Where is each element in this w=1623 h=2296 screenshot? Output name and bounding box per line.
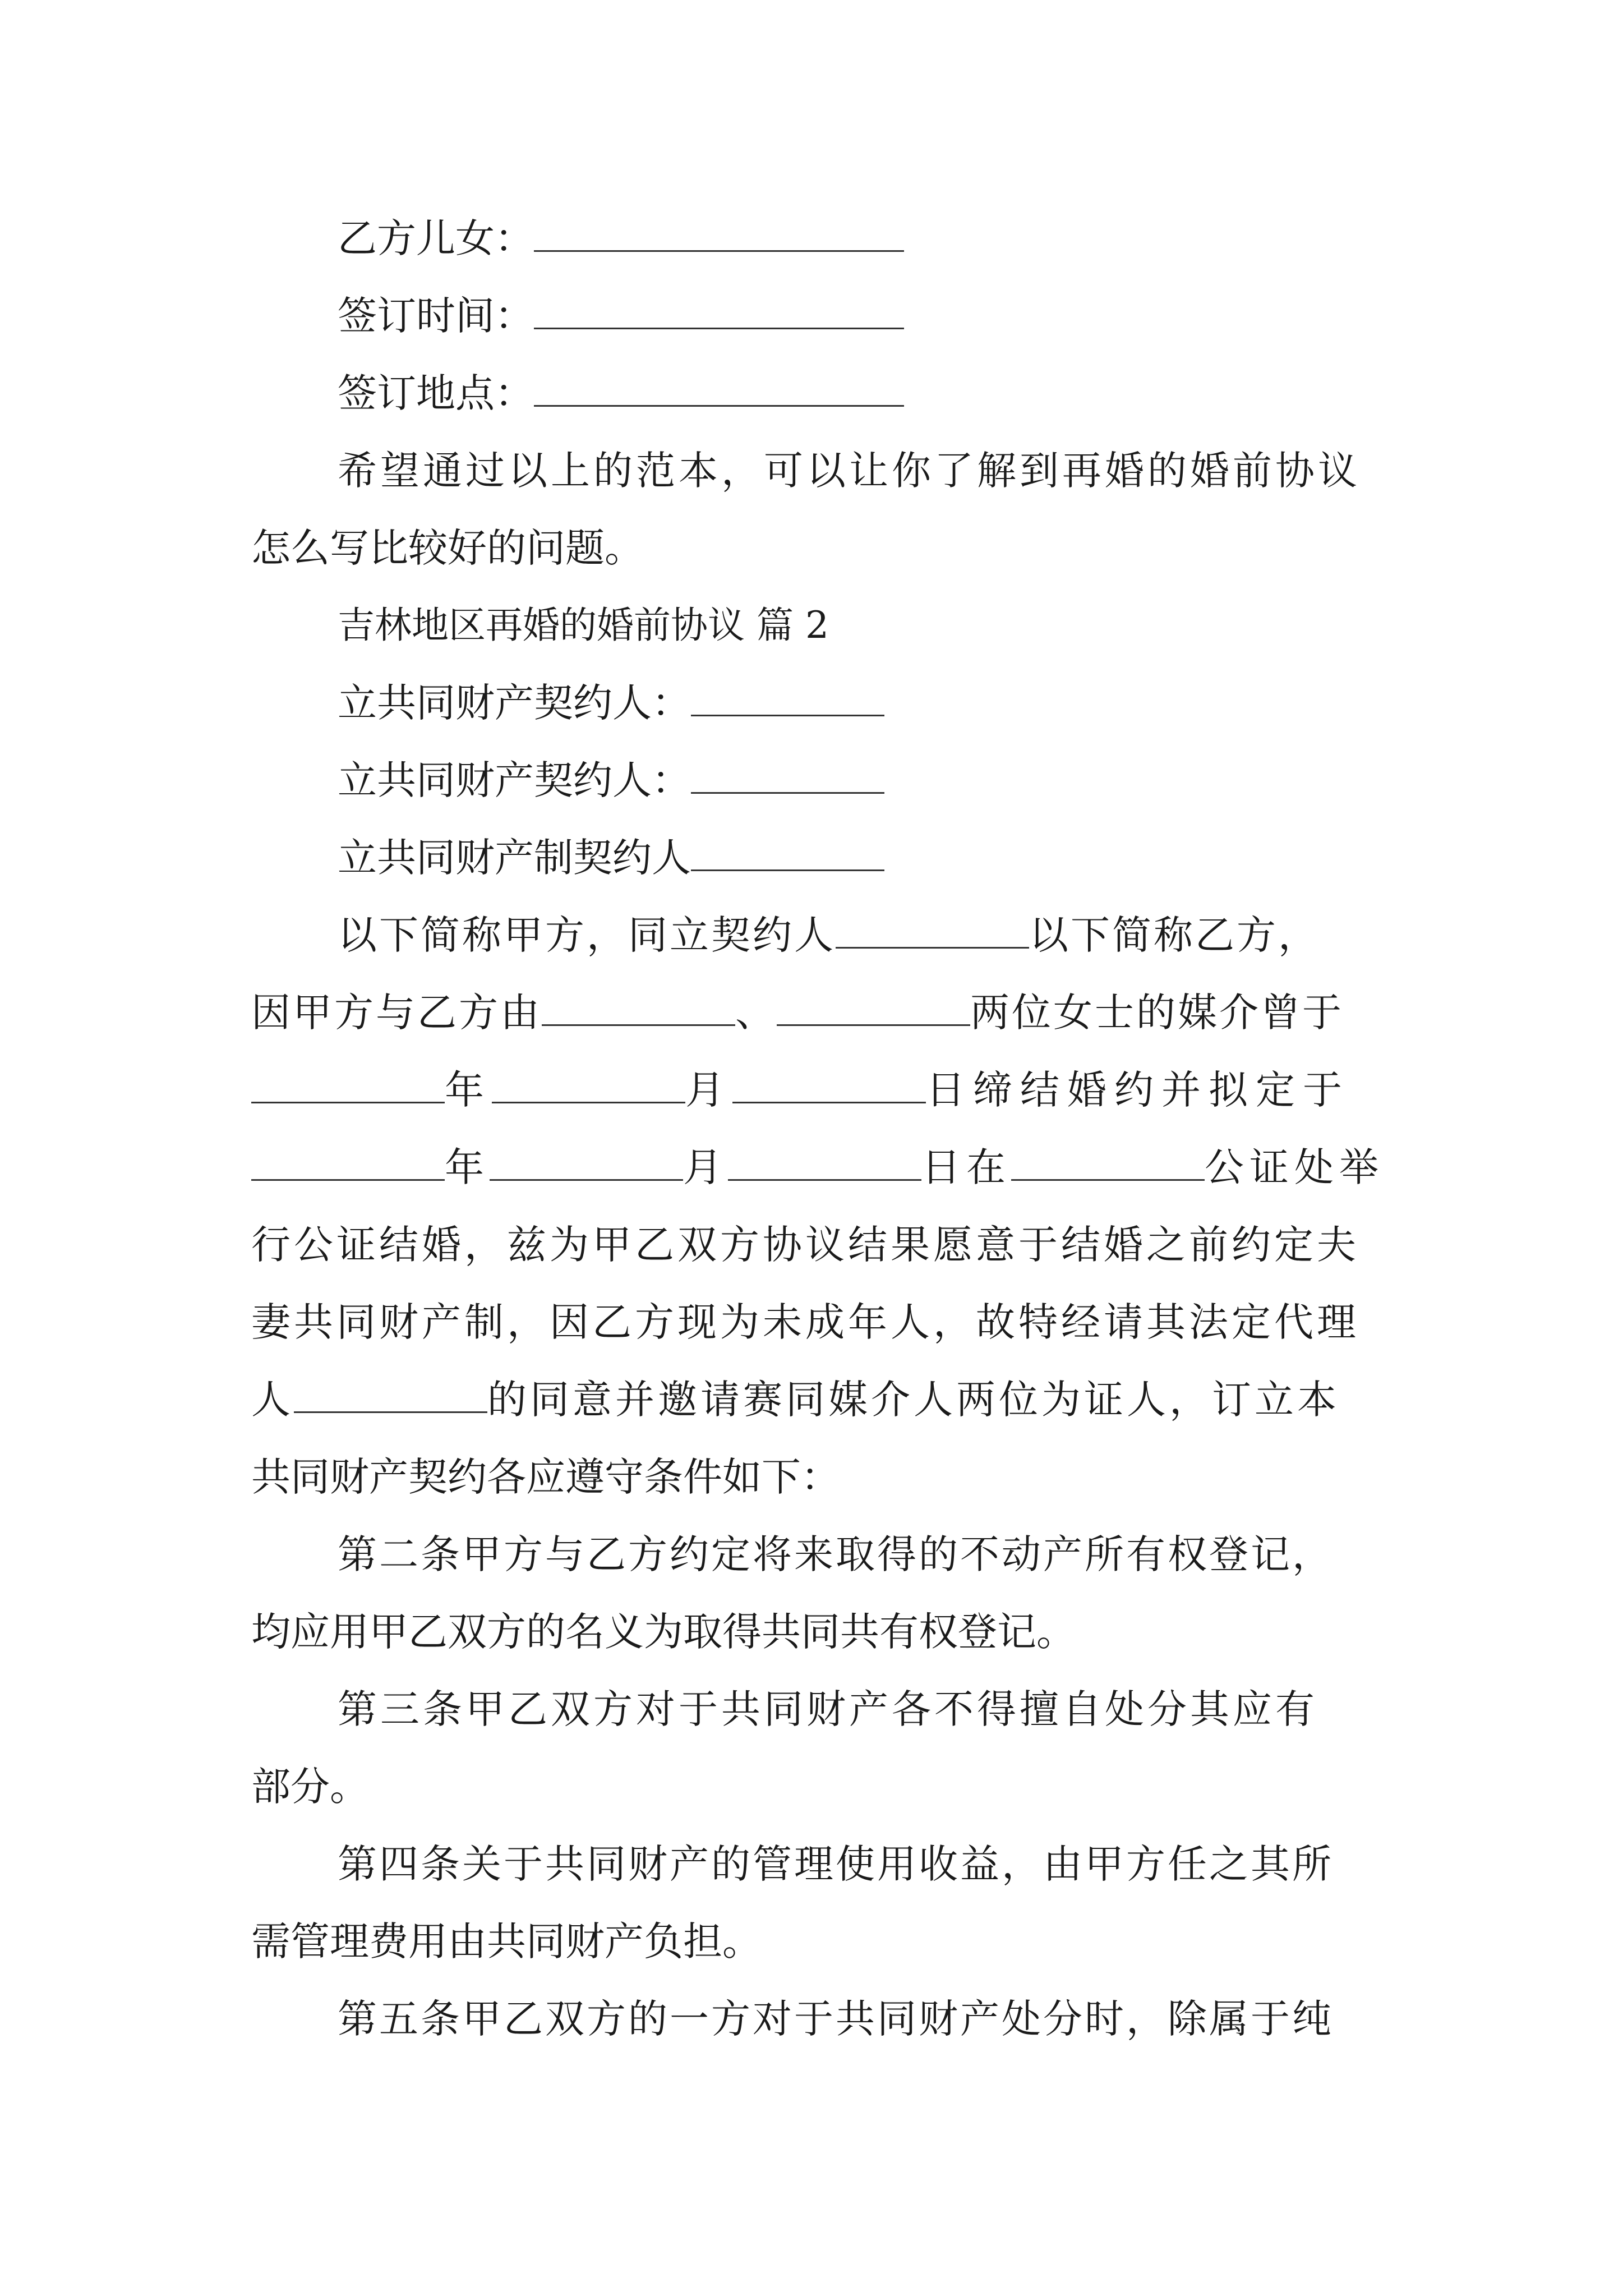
party-line-1 xyxy=(338,678,884,728)
body-text: 日在 xyxy=(921,1144,1011,1190)
matchmaker-blank-1[interactable] xyxy=(542,994,735,1026)
place-label: 签订地点： xyxy=(338,370,534,416)
party-blank-2[interactable] xyxy=(691,762,884,794)
body-text: 、 xyxy=(735,990,777,1036)
party-label-3: 立共同财产制契约人 xyxy=(338,835,691,881)
body-line-3 xyxy=(251,1065,1350,1115)
party-label-1: 立共同财产契约人： xyxy=(338,680,691,726)
date-label: 签订时间： xyxy=(338,293,534,339)
body-text: 公证处举 xyxy=(1205,1144,1384,1190)
body-text: 以下简称甲方，同立契约人 xyxy=(338,912,836,958)
section-title: 吉林地区再婚的婚前协议 篇 2 xyxy=(338,604,829,647)
body-text: 因甲方与乙方由 xyxy=(251,990,542,1036)
article-3-line-1: 第三条甲乙双方对于共同财产各不得擅自处分其应有 xyxy=(338,1686,1318,1732)
engage-year-blank[interactable] xyxy=(251,1071,445,1103)
body-text: 两位女士的媒介曾于 xyxy=(970,990,1344,1036)
body-line-8: 共同财产契约各应遵守条件如下： xyxy=(251,1454,840,1500)
article-2-line-1: 第二条甲方与乙方约定将来取得的不动产所有权登记， xyxy=(338,1531,1334,1577)
party-blank-1[interactable] xyxy=(691,684,884,716)
party-line-2 xyxy=(338,755,884,806)
date-blank[interactable] xyxy=(534,297,904,329)
closing-line-2: 怎么写比较好的问题。 xyxy=(251,525,644,571)
party-line-3 xyxy=(338,832,884,883)
matchmaker-blank-2[interactable] xyxy=(777,994,970,1026)
engage-day-blank[interactable] xyxy=(732,1071,926,1103)
place-signature-line xyxy=(338,368,904,418)
wedding-year-blank[interactable] xyxy=(251,1149,445,1181)
article-2-line-2: 均应用甲乙双方的名义为取得共同共有权登记。 xyxy=(251,1609,1076,1655)
article-4-line-2: 需管理费用由共同财产负担。 xyxy=(251,1918,762,1964)
child-signature-line xyxy=(338,213,904,264)
date-signature-line xyxy=(338,291,904,341)
guardian-blank[interactable] xyxy=(294,1381,487,1413)
body-line-7 xyxy=(251,1374,1340,1425)
party-blank-3[interactable] xyxy=(691,839,884,871)
article-5-line-1: 第五条甲乙双方的一方对于共同财产处分时，除属于纯 xyxy=(338,1996,1334,2042)
party-label-2: 立共同财产契约人： xyxy=(338,757,691,803)
body-line-6: 妻共同财产制，因乙方现为未成年人，故特经请其法定代理 xyxy=(251,1299,1359,1345)
engage-month-blank[interactable] xyxy=(492,1071,685,1103)
party-b-blank[interactable] xyxy=(836,917,1029,949)
place-blank[interactable] xyxy=(534,375,904,407)
body-line-2 xyxy=(251,987,1344,1038)
body-text: 日缔结婚约并拟定于 xyxy=(926,1067,1350,1113)
wedding-month-blank[interactable] xyxy=(490,1149,683,1181)
article-3-line-2: 部分。 xyxy=(251,1764,369,1810)
body-text: 的同意并邀请赛同媒介人两位为证人，订立本 xyxy=(487,1377,1340,1423)
body-text: 年 xyxy=(445,1144,490,1190)
body-line-1 xyxy=(338,910,1320,960)
article-4-line-1: 第四条关于共同财产的管理使用收益，由甲方任之其所 xyxy=(338,1841,1334,1887)
child-blank[interactable] xyxy=(534,220,904,252)
body-text: 以下简称乙方， xyxy=(1029,912,1320,958)
body-line-4 xyxy=(251,1142,1384,1193)
body-text: 月 xyxy=(685,1067,732,1113)
body-line-5: 行公证结婚，兹为甲乙双方协议结果愿意于结婚之前约定夫 xyxy=(251,1222,1359,1268)
body-text: 人 xyxy=(251,1377,294,1423)
body-text: 年 xyxy=(445,1067,492,1113)
closing-line-1: 希望通过以上的范本，可以让你了解到再婚的婚前协议 xyxy=(338,448,1361,494)
notary-blank[interactable] xyxy=(1011,1149,1205,1181)
child-label: 乙方儿女： xyxy=(338,215,534,261)
wedding-day-blank[interactable] xyxy=(728,1149,921,1181)
body-text: 月 xyxy=(683,1144,728,1190)
